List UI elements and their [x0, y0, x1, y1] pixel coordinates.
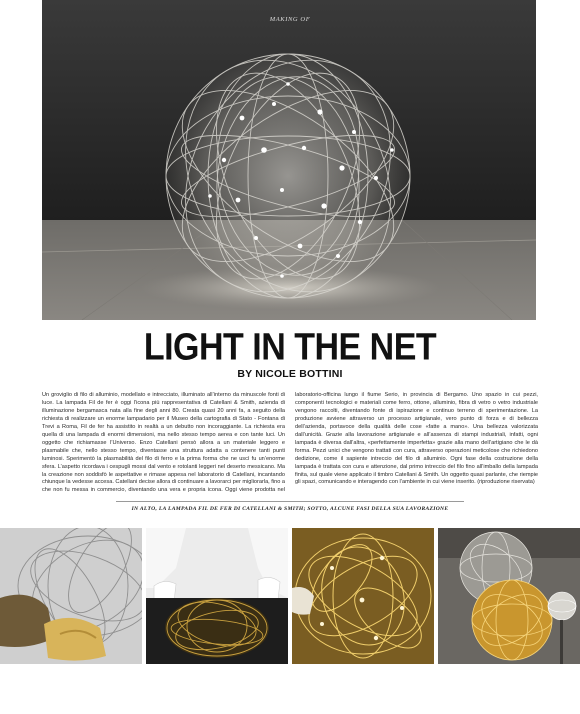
article-headline: LIGHT IN THE NET	[143, 326, 437, 369]
hero-lamp-illustration	[42, 0, 536, 320]
article-byline: BY NICOLE BOTTINI	[237, 368, 343, 380]
photo-golden-wire-closeup	[292, 528, 434, 664]
hero-photo-fil-de-fer-lamp	[42, 0, 536, 320]
caption-divider	[116, 501, 464, 502]
article-body-paragraph: Un groviglio di filo di alluminio, modellato e intrecciato, illuminato all’interno da minuscole fonti di luce. La lampada Fil de fer è oggi l’icona più rappresentativa di Catellani & Smith, azienda di illuminazione bergamasca nata alla fine degli anni 80. Creata quasi 20 anni fa, a seguito della richiesta di realizzare un enorme lampadario per il Museo della cartografia di Stato - Fontana di Trevi a Roma, Fil de fer ha assistito in realtà a un debutto non incoraggiante. La richiesta era quella di una lampada di enormi dimensioni, ma nello stesso tempo aerea e con tante luci. Un oggetto che richiamasse l’Universo. Enzo Catellani pensò allora a un materiale leggero e plasmabile che, nello stesso tempo, diventasse una struttura adatta a contenere tanti punti luminosi. Sperimentò la plasmabilità del filo di ferro e la prima forma che ne uscì fu un’enorme sfera. L’aspetto ricordava i cespugli mossi dal vento e rotolanti leggeri nel deserto messicano. Ma la creazione non soddisfò le aspettative e rimase appesa nel laboratorio di Catellani, incantando chiunque la vedesse accesa. Catellani decise allora di continuare a lavorarci per migliorarla, fino a che non fu messa in commercio, diventando una vera e propria icona. Oggi viene prodotta nel laboratorio-officina lungo il fiume Serio, in provincia di Bergamo. Uno spazio in cui pezzi, componenti tecnologici e materiali come ferro, ottone, alluminio, fibra di vetro o vetro industriale vengono raccolti, diventando fonte di ispirazione e continuo terreno di sperimentazione. La produzione avviene attraverso un processo artigianale, vero punto di forza e di bellezza dell’azienda, portavoce della qualità delle cose «fatte a mano». Una bellezza valorizzata dall’unicità. Grazie alla lavorazione artigianale e all’assenza di stampi industriali, infatti, ogni lampada è diversa dall’altra, «perfettamente imperfetta» grazie alla mano dell’artigiano che le dà forma. Pezzi unici che vengono trattati con cura, attraverso operazioni meticolose che richiedono dedizione, come il sapiente intreccio del filo di alluminio. Ogni fase della costruzione della lampada è trattata con cura e attenzione, dal primo intreccio del filo fino all’imballo della lampada finita, sul quale viene applicato il timbro Catellani & Smith. Un oggetto quasi parlante, che riempie gli spazi, comunicando e interagendo con l’ambiente in cui viene inserito. (riproduzione riservata)	[42, 392, 538, 494]
article-body	[42, 392, 538, 516]
photo-wire-mass-on-table	[146, 528, 288, 664]
photo-caption: IN ALTO, LA LAMPADA FIL DE FER DI CATELLANI & SMITH; SOTTO, ALCUNE FASI DELLA SUA LAVORAZIONE	[131, 506, 449, 512]
photo-strip	[0, 528, 580, 664]
photo-gloved-hands-weaving	[0, 528, 142, 664]
section-label: MAKING OF	[269, 16, 311, 23]
photo-finished-lamps-workshop	[438, 528, 580, 664]
